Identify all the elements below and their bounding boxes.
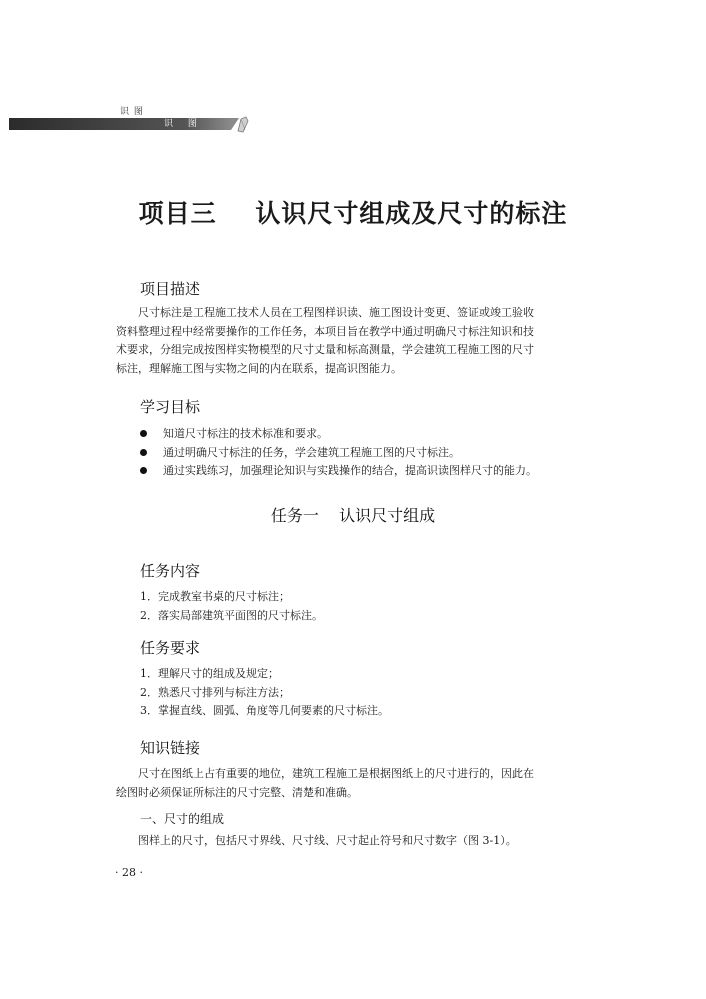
description-line: 资料整理过程中经常要操作的工作任务，本项目旨在教学中通过明确尺寸标注知识和技 [116, 324, 534, 338]
header-small-label: 识 图 [120, 107, 144, 117]
section-heading-goals: 学习目标 [140, 398, 201, 416]
subsection-paragraph [116, 832, 590, 851]
task-heading: 任务一 认识尺寸组成 [270, 506, 436, 525]
requirements-list [140, 665, 389, 721]
section-heading-knowledge: 知识链接 [140, 739, 201, 757]
pencil-icon [236, 115, 250, 133]
content-list [140, 588, 323, 625]
knowledge-paragraph [116, 765, 590, 802]
description-line: 尺寸标注是工程施工技术人员在工程图样识读、施工图设计变更、签证或竣工验收 [138, 306, 534, 319]
section-heading-content: 任务内容 [140, 562, 201, 580]
description-line: 标注，理解施工图与实物之间的内在联系，提高识图能力。 [116, 361, 402, 375]
bullet-icon [140, 449, 147, 456]
subsection-line: 图样上的尺寸，包括尺寸界线、尺寸线、尺寸起止符号和尺寸数字（图 3-1）。 [138, 834, 517, 847]
list-item: 2．熟悉尺寸排列与标注方法； [140, 685, 290, 699]
list-item: 2．落实局部建筑平面图的尺寸标注。 [140, 608, 323, 622]
section-heading-description: 项目描述 [140, 280, 201, 298]
list-item: 1．理解尺寸的组成及规定； [140, 667, 279, 680]
description-line: 术要求，分组完成按图样实物模型的尺寸丈量和标高测量，学会建筑工程施工图的尺寸 [116, 343, 534, 356]
header-bar-label: 识 图 [164, 119, 203, 129]
bullet-icon [140, 467, 147, 474]
section-heading-requirements: 任务要求 [140, 639, 201, 657]
page-number: · 28 · [115, 866, 143, 879]
knowledge-line: 绘图时必须保证所标注的尺寸完整、清楚和准确。 [116, 785, 358, 799]
description-paragraph [116, 304, 590, 378]
bullet-icon [140, 430, 147, 437]
list-item: 1．完成教室书桌的尺寸标注； [140, 590, 290, 603]
knowledge-line: 尺寸在图纸上占有重要的地位，建筑工程施工是根据图纸上的尺寸进行的，因此在 [138, 767, 534, 780]
subsection-heading: 一、尺寸的组成 [140, 812, 225, 826]
list-item: 3．掌握直线、圆弧、角度等几何要素的尺寸标注。 [140, 704, 389, 717]
page-title: 项目三 认识尺寸组成及尺寸的标注 [138, 199, 568, 228]
